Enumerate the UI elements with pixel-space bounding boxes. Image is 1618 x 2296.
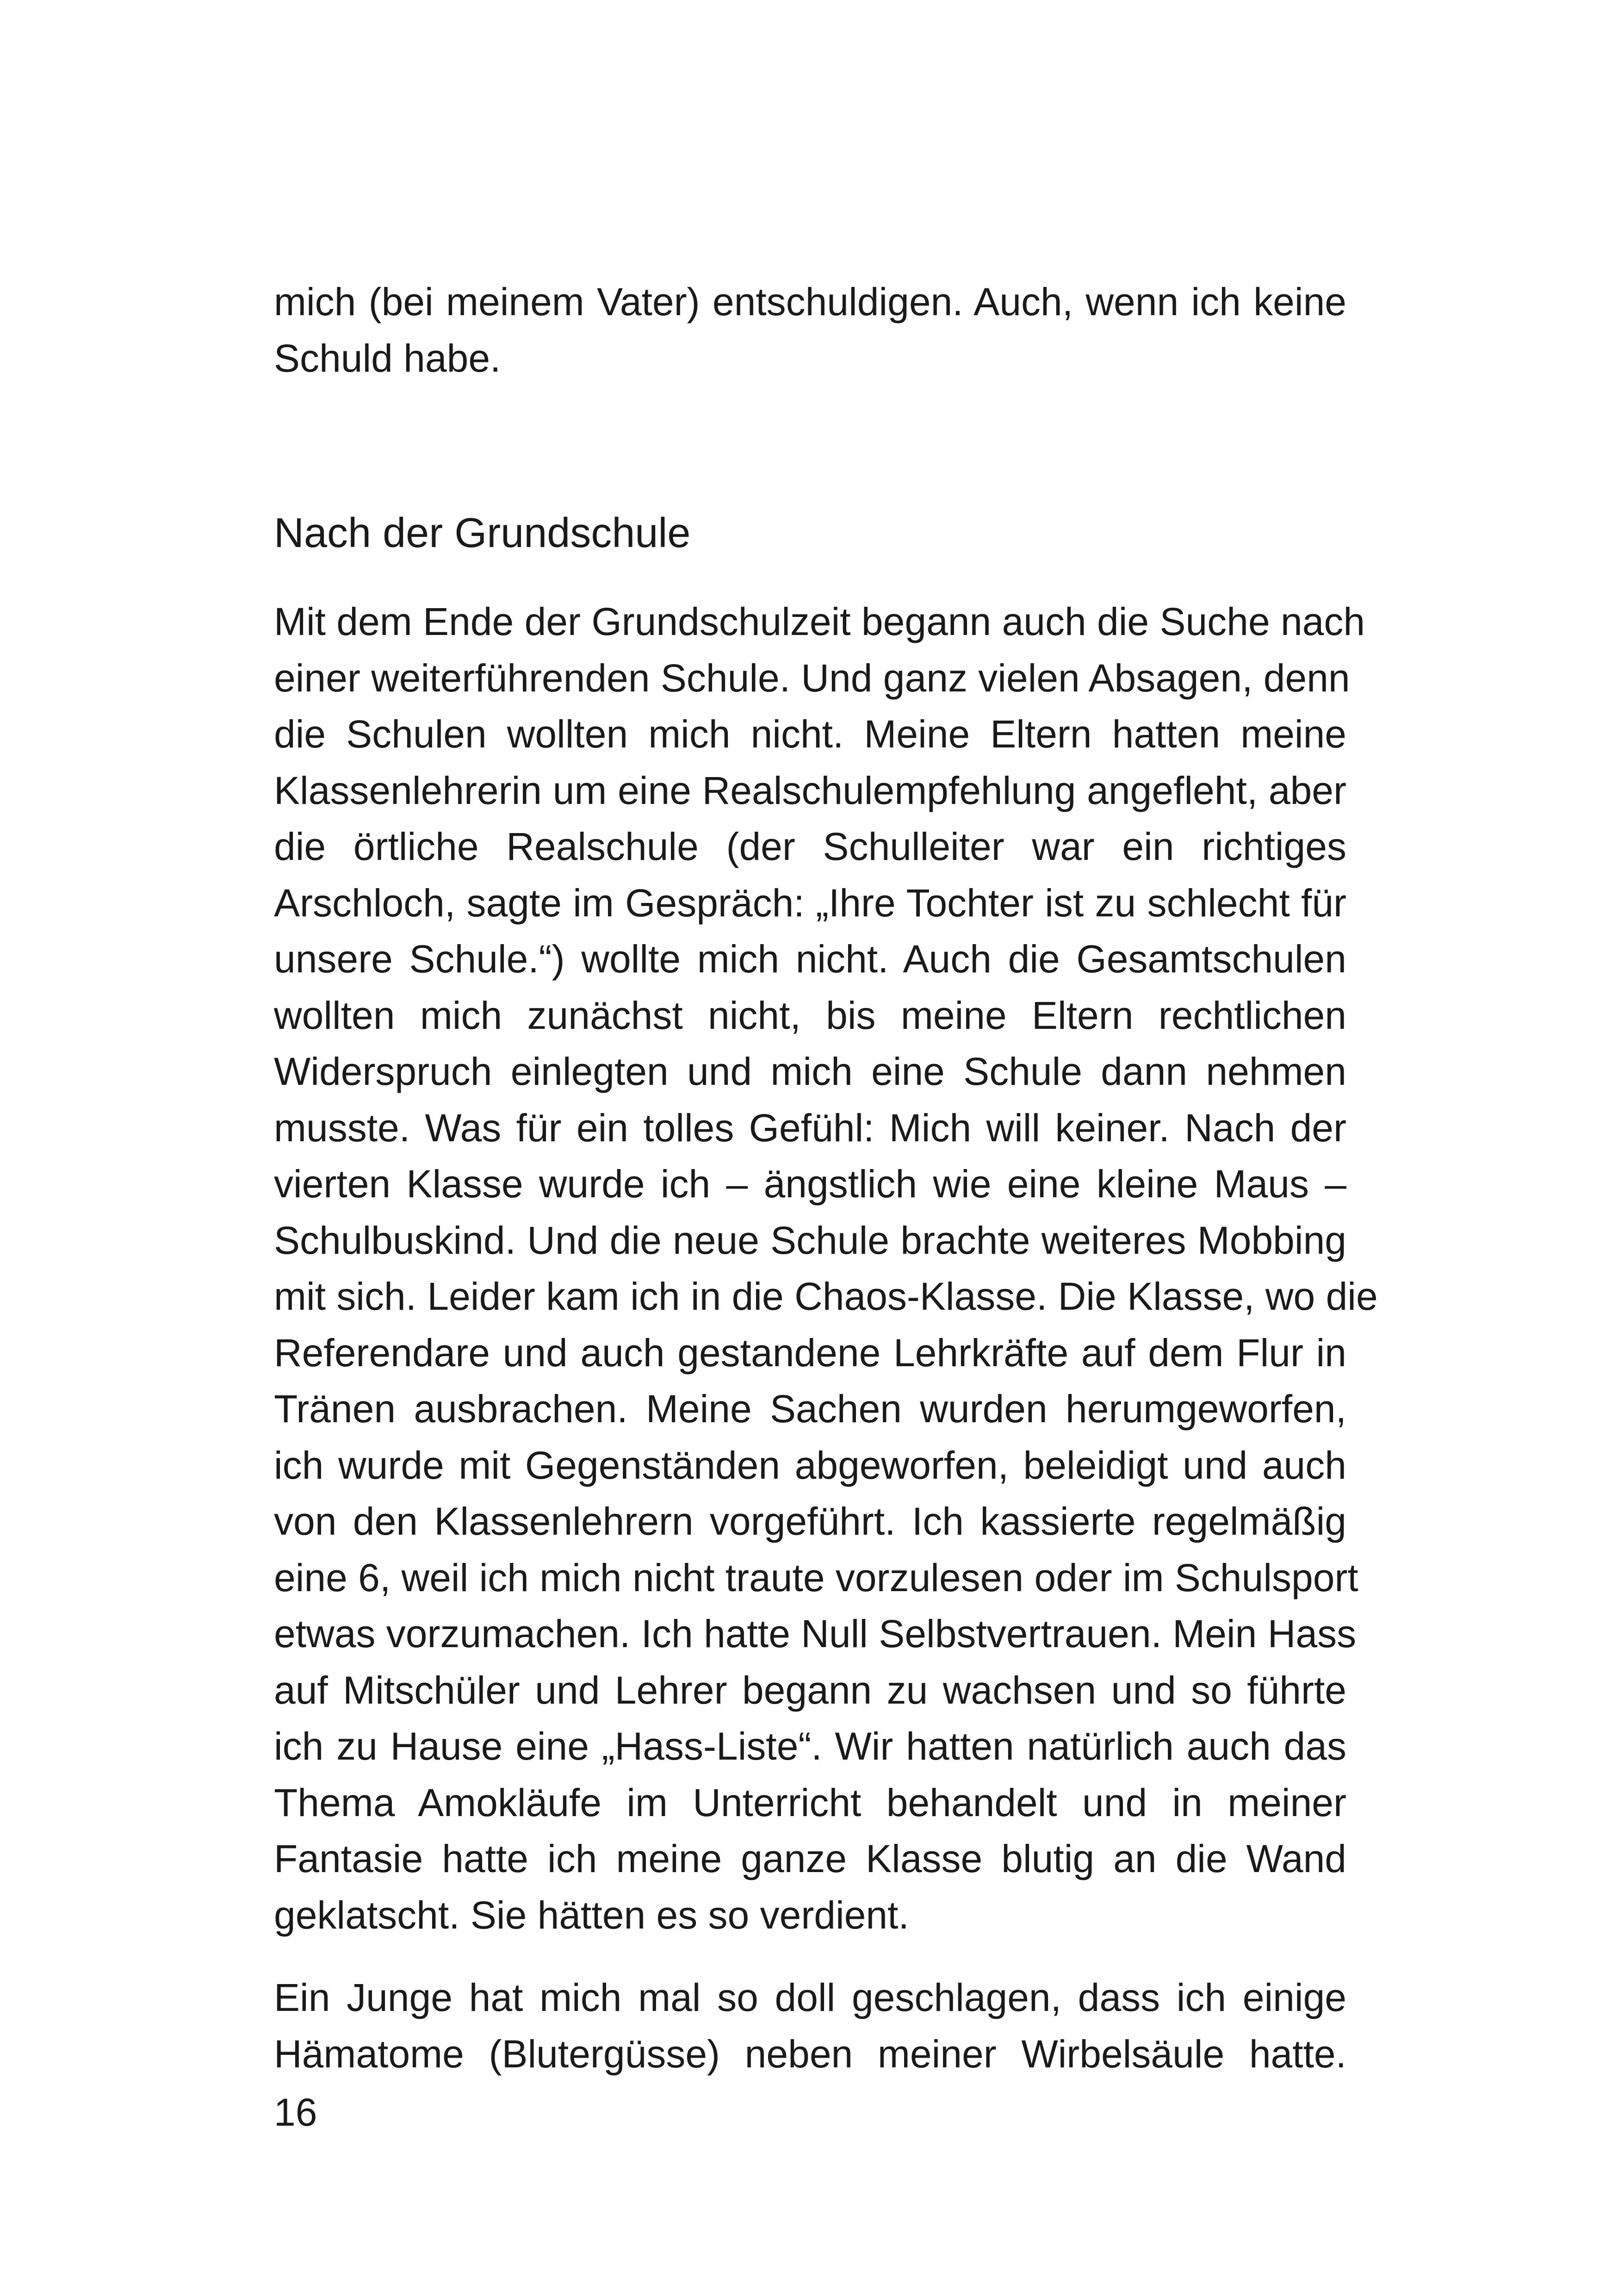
text-line: von den Klassenlehrern vorgeführt. Ich kassierte regelmäßig — [274, 1500, 1346, 1543]
text-line: einer weiterführenden Schule. Und ganz vielen Absagen, denn — [274, 656, 1350, 700]
text-line: unsere Schule.“) wollte mich nicht. Auch die Gesamtschulen — [274, 937, 1346, 981]
text-line: Hämatome (Blutergüsse) neben meiner Wirbelsäule hatte. — [274, 2032, 1346, 2076]
text-line: Thema Amokläufe im Unterricht behandelt und in meiner — [274, 1780, 1346, 1824]
body-paragraph — [274, 1970, 1346, 2082]
text-line: Widerspruch einlegten und mich eine Schule dann nehmen — [274, 1050, 1346, 1093]
text-line: Arschloch, sagte im Gespräch: „Ihre Tochter ist zu schlecht für — [274, 881, 1346, 925]
text-line: Klassenlehrerin um eine Realschulempfehlung angefleht, aber — [274, 768, 1346, 812]
section-heading: Nach der Grundschule — [274, 510, 691, 556]
text-line: vierten Klasse wurde ich – ängstlich wie eine kleine Maus – — [274, 1162, 1346, 1206]
body-paragraph — [274, 594, 1378, 1943]
text-line: mit sich. Leider kam ich in die Chaos-Klasse. Die Klasse, wo die — [274, 1275, 1378, 1318]
intro-paragraph — [274, 274, 1346, 386]
text-line: musste. Was für ein tolles Gefühl: Mich will keiner. Nach der — [274, 1106, 1346, 1150]
page-number: 16 — [274, 2091, 317, 2134]
text-line: etwas vorzumachen. Ich hatte Null Selbstvertrauen. Mein Hass — [274, 1612, 1357, 1655]
text-line: Ein Junge hat mich mal so doll geschlagen, dass ich einige — [274, 1976, 1346, 2019]
text-line: geklatscht. Sie hätten es so verdient. — [274, 1893, 909, 1937]
text-line: ich zu Hause eine „Hass-Liste“. Wir hatten natürlich auch das — [274, 1724, 1346, 1768]
text-line: Referendare und auch gestandene Lehrkräfte auf dem Flur in — [274, 1331, 1346, 1375]
text-line: auf Mitschüler und Lehrer begann zu wachsen und so führte — [274, 1668, 1346, 1712]
text-line: die Schulen wollten mich nicht. Meine Eltern hatten meine — [274, 712, 1346, 756]
text-line: ich wurde mit Gegenständen abgeworfen, beleidigt und auch — [274, 1443, 1346, 1487]
text-line: eine 6, weil ich mich nicht traute vorzulesen oder im Schulsport — [274, 1556, 1358, 1599]
text-line: Schulbuskind. Und die neue Schule brachte weiteres Mobbing — [274, 1218, 1346, 1262]
text-line: mich (bei meinem Vater) entschuldigen. Auch, wenn ich keine — [274, 280, 1346, 324]
text-line: Mit dem Ende der Grundschulzeit begann auch die Suche nach — [274, 600, 1365, 643]
text-line: Fantasie hatte ich meine ganze Klasse blutig an die Wand — [274, 1837, 1346, 1880]
text-line: wollten mich zunächst nicht, bis meine Eltern rechtlichen — [274, 993, 1346, 1037]
text-line: Schuld habe. — [274, 336, 501, 380]
text-line: Tränen ausbrachen. Meine Sachen wurden herumgeworfen, — [274, 1387, 1346, 1431]
text-line: die örtliche Realschule (der Schulleiter war ein richtiges — [274, 825, 1346, 868]
